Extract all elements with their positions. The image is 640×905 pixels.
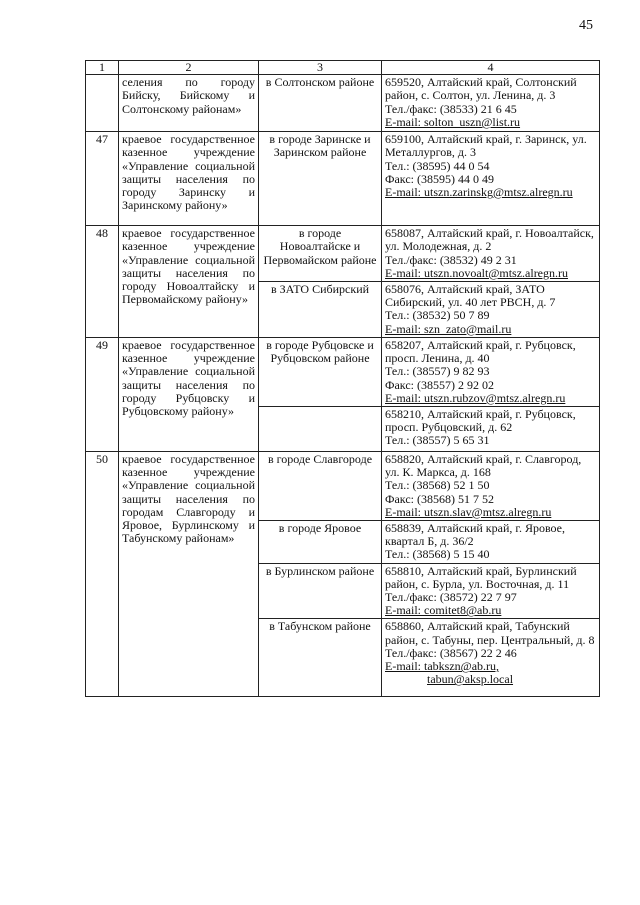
institution-name: краевое государственное казенное учреждение «Управление социальной защиты населения по городу Рубцовску и Рубцовскому району» xyxy=(119,338,259,452)
email-line: E-mail: solton_uszn@list.ru xyxy=(385,114,521,129)
address-line: 658076, Алтайский край, ЗАТО Сибирский, ул. 40 лет РВСН, д. 7 xyxy=(385,282,556,310)
phone-line: Тел./факс: (38533) 21 6 45 xyxy=(385,101,517,116)
row-number: 48 xyxy=(86,226,119,338)
row-number: 49 xyxy=(86,338,119,452)
phone-line: Тел./факс: (38567) 22 2 46 xyxy=(385,645,517,660)
table-body xyxy=(86,61,600,697)
phone-line: Тел.: (38595) 44 0 54 xyxy=(385,158,490,173)
service-area: в Солтонском районе xyxy=(259,75,382,132)
phone-line: Тел./факс: (38572) 22 7 97 xyxy=(385,590,517,605)
contact-details xyxy=(382,226,600,282)
row-number: 47 xyxy=(86,132,119,226)
contact-details xyxy=(382,338,600,407)
contact-details xyxy=(382,407,600,452)
column-header-1: 1 xyxy=(86,61,119,75)
institutions-table xyxy=(85,60,600,697)
email-line: E-mail: utszn.slav@mtsz.alregn.ru xyxy=(385,504,552,519)
institution-name: селения по городу Бийску, Бийскому и Солтонскому районам» xyxy=(119,75,259,132)
column-header-2: 2 xyxy=(119,61,259,75)
email-line: E-mail: szn_zato@mail.ru xyxy=(385,321,512,336)
address-line: 658860, Алтайский край, Табунский район, с. Табуны, пер. Центральный, д. 8 xyxy=(385,619,595,647)
email-line: E-mail: utszn.zarinskg@mtsz.alregn.ru xyxy=(385,185,573,200)
email-line: E-mail: comitet8@ab.ru xyxy=(385,603,502,618)
address-line: 659100, Алтайский край, г. Заринск, ул. Металлургов, д. 3 xyxy=(385,132,587,160)
address-line: 658207, Алтайский край, г. Рубцовск, просп. Ленина, д. 40 xyxy=(385,338,576,366)
phone-line: Факс: (38595) 44 0 49 xyxy=(385,171,494,186)
phone-line: Тел.: (38568) 5 15 40 xyxy=(385,547,490,562)
phone-line: Факс: (38557) 2 92 02 xyxy=(385,377,494,392)
row-number: 50 xyxy=(86,452,119,697)
row-number xyxy=(86,75,119,132)
address-line: 658810, Алтайский край, Бурлинский район, с. Бурла, ул. Восточная, д. 11 xyxy=(385,563,577,591)
institution-name: краевое государственное казенное учреждение «Управление социальной защиты населения по городу Новоалтайску и Первомайскому району» xyxy=(119,226,259,338)
phone-line: Тел.: (38557) 9 82 93 xyxy=(385,364,490,379)
service-area: в городе Новоалтайске и Первомайском районе xyxy=(259,226,382,282)
email-line: tabun@aksp.local xyxy=(427,672,514,687)
address-line: 658820, Алтайский край, г. Славгород, ул. К. Маркса, д. 168 xyxy=(385,452,582,480)
address-line: 658839, Алтайский край, г. Яровое, квартал Б, д. 36/2 xyxy=(385,521,565,549)
column-header-3: 3 xyxy=(259,61,382,75)
table-row xyxy=(86,452,600,521)
table-row xyxy=(86,226,600,282)
table-row xyxy=(86,132,600,226)
column-header-4: 4 xyxy=(382,61,600,75)
table-row xyxy=(86,338,600,407)
email-line: E-mail: utszn.rubzov@mtsz.alregn.ru xyxy=(385,390,566,405)
contact-details xyxy=(382,619,600,697)
page-number: 45 xyxy=(579,18,593,33)
institution-name: краевое государственное казенное учреждение «Управление социальной защиты населения по городу Заринску и Заринскому району» xyxy=(119,132,259,226)
email-line: E-mail: tabkszn@ab.ru, xyxy=(385,659,500,674)
phone-line: Тел.: (38532) 50 7 89 xyxy=(385,308,490,323)
service-area xyxy=(259,407,382,452)
phone-line: Тел./факс: (38532) 49 2 31 xyxy=(385,252,517,267)
service-area: в городе Заринске и Заринском районе xyxy=(259,132,382,226)
contact-details xyxy=(382,563,600,619)
contact-details xyxy=(382,521,600,564)
service-area: в ЗАТО Сибирский xyxy=(259,282,382,338)
service-area: в Бурлинском районе xyxy=(259,563,382,619)
contact-details xyxy=(382,452,600,521)
table-header-row xyxy=(86,61,600,75)
address-line: 658210, Алтайский край, г. Рубцовск, просп. Рубцовский, д. 62 xyxy=(385,407,576,435)
service-area: в городе Рубцовске и Рубцовском районе xyxy=(259,338,382,407)
contact-details xyxy=(382,132,600,226)
table-row xyxy=(86,75,600,132)
email-line: E-mail: utszn.novoalt@mtsz.alregn.ru xyxy=(385,265,569,280)
contact-details xyxy=(382,282,600,338)
phone-line: Тел.: (38557) 5 65 31 xyxy=(385,433,490,448)
service-area: в городе Яровое xyxy=(259,521,382,564)
phone-line: Факс: (38568) 51 7 52 xyxy=(385,491,494,506)
service-area: в Табунском районе xyxy=(259,619,382,697)
service-area: в городе Славгороде xyxy=(259,452,382,521)
contact-details xyxy=(382,75,600,132)
phone-line: Тел.: (38568) 52 1 50 xyxy=(385,478,490,493)
address-line: 658087, Алтайский край, г. Новоалтайск, ул. Молодежная, д. 2 xyxy=(385,226,594,254)
address-line: 659520, Алтайский край, Солтонский район, с. Солтон, ул. Ленина, д. 3 xyxy=(385,75,577,103)
institution-name: краевое государственное казенное учреждение «Управление социальной защиты населения по городам Славгороду и Яровое, Бурлинскому и Табунскому районам» xyxy=(119,452,259,697)
